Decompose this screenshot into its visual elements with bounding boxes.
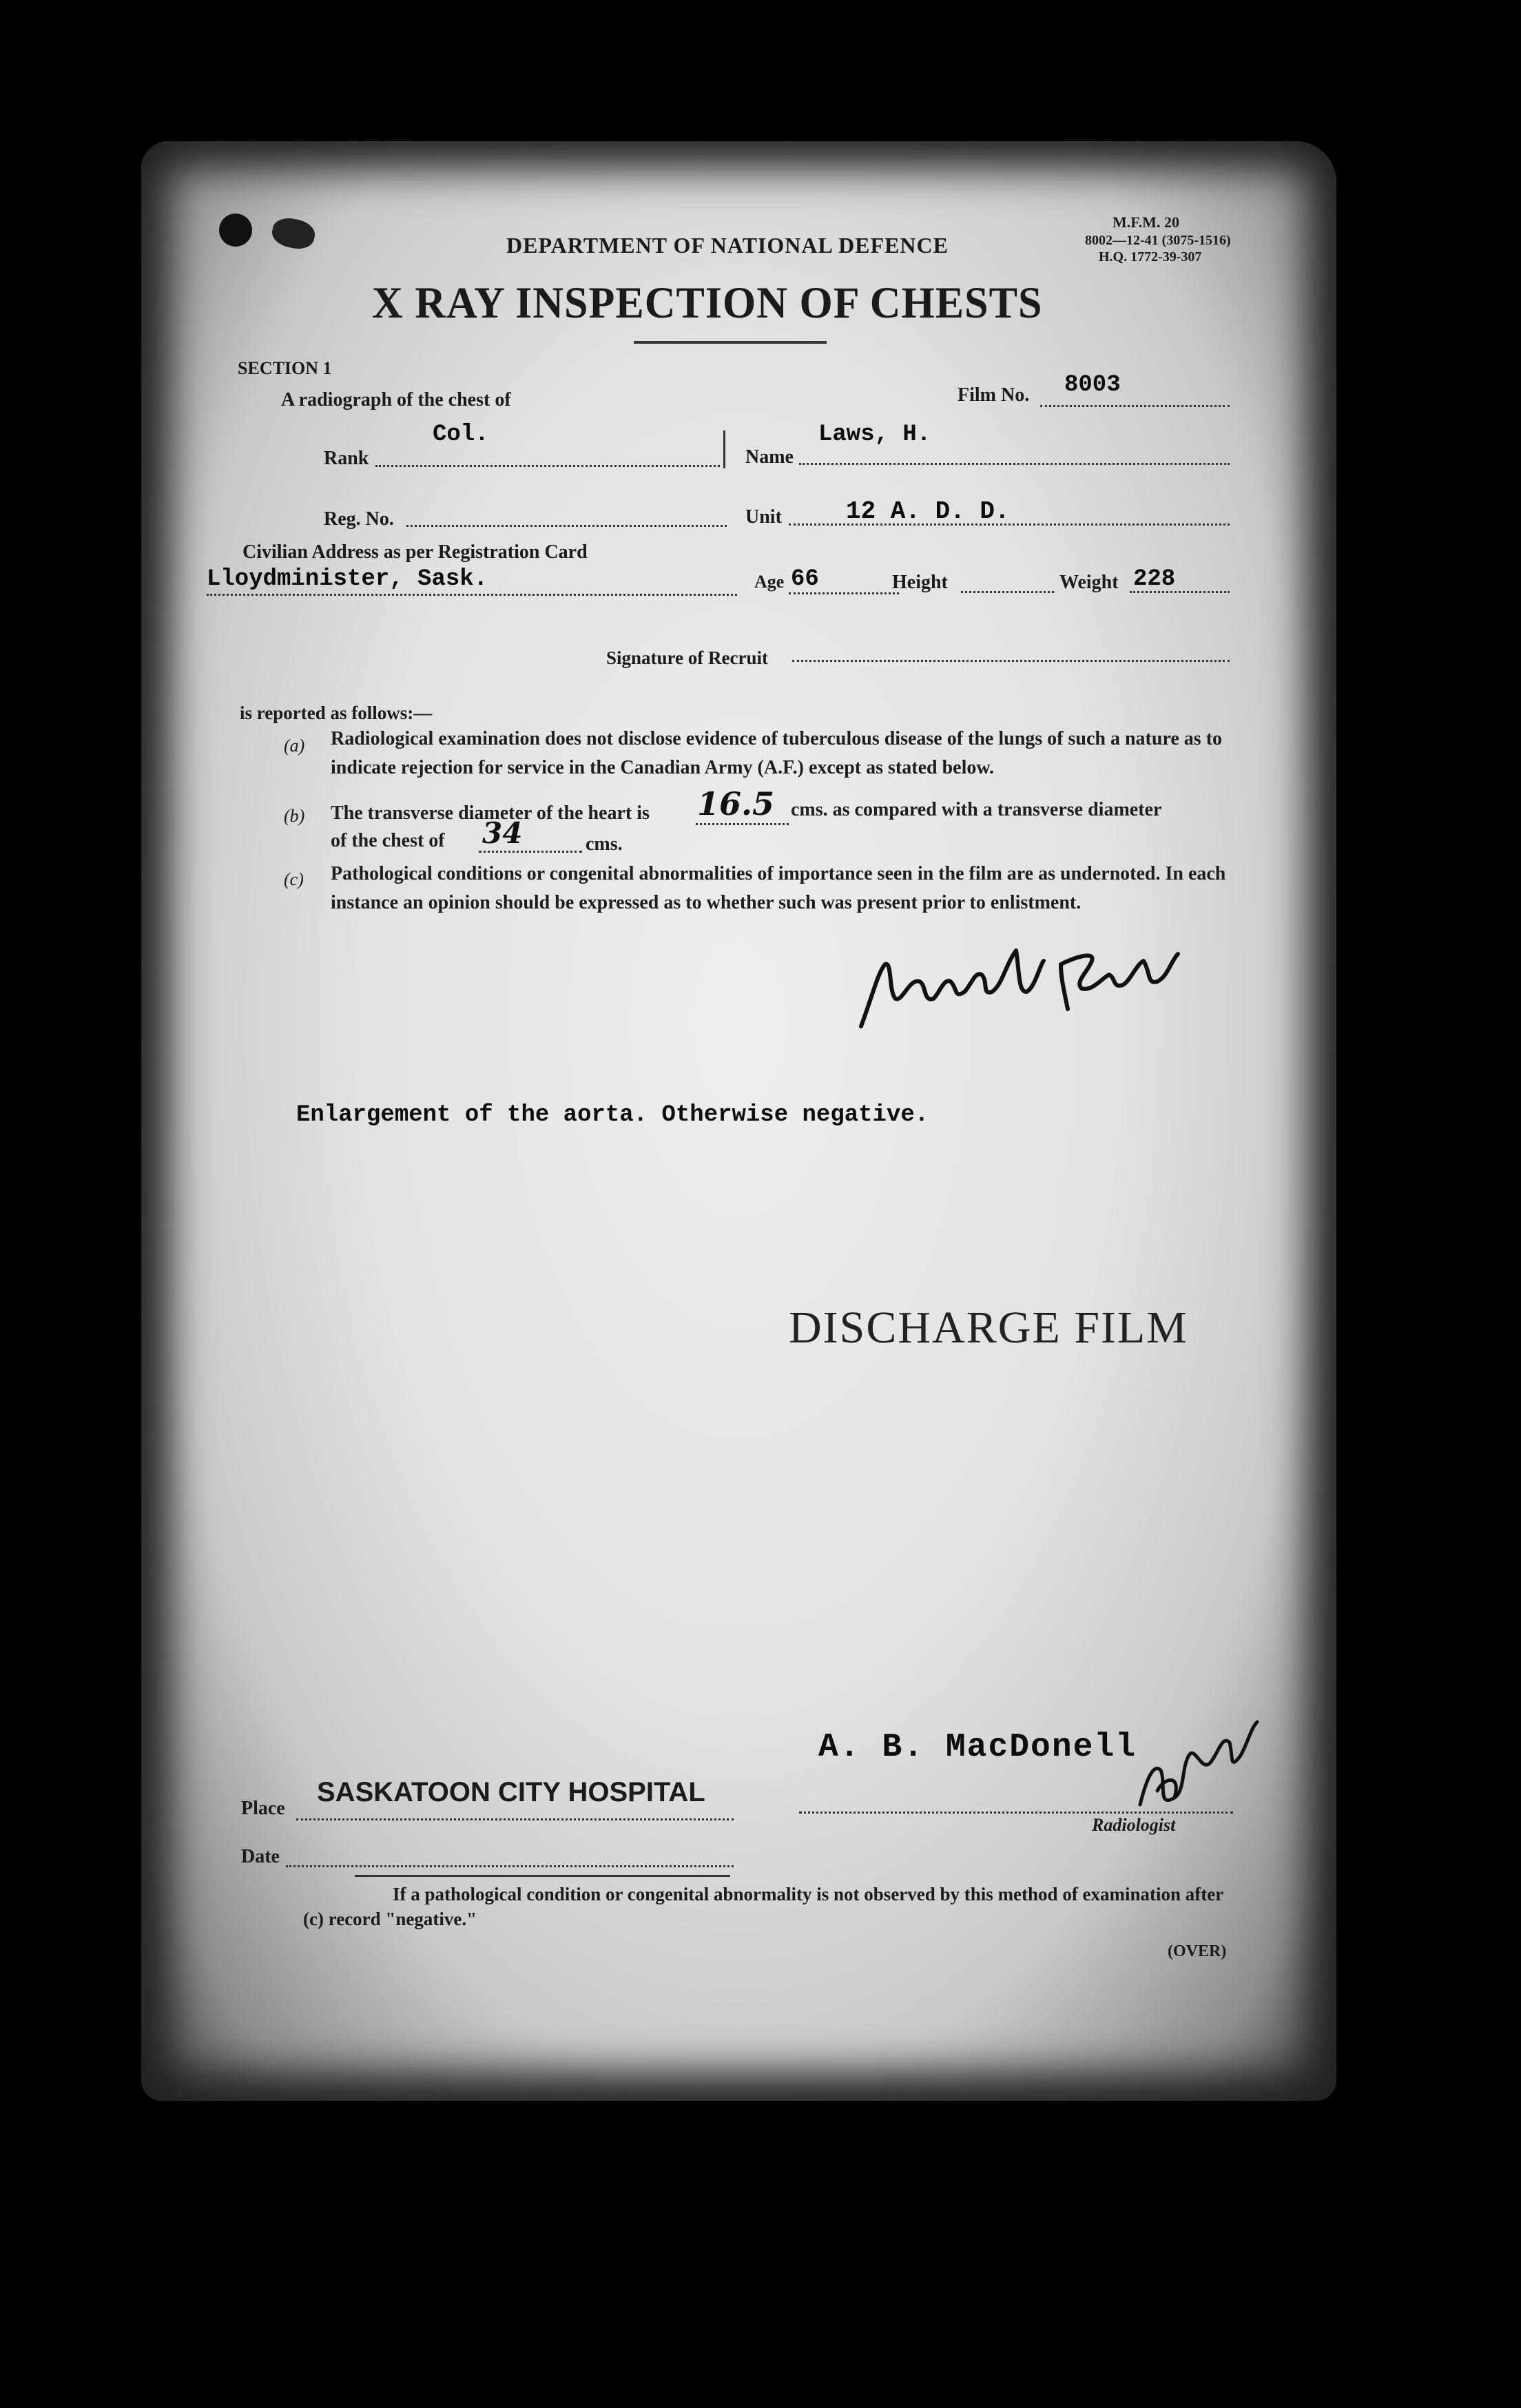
address-label: Civilian Address as per Registration Card [242, 541, 588, 563]
form-code-line-1: M.F.M. 20 [1113, 214, 1179, 231]
rank-name-divider [723, 430, 725, 468]
reg-no-label: Reg. No. [324, 508, 394, 530]
item-b-letter: (b) [284, 806, 305, 826]
height-line [961, 591, 1054, 593]
rank-line [375, 465, 720, 467]
weight-value: 228 [1133, 566, 1176, 592]
heart-diameter-value: 16.5 [697, 785, 775, 822]
item-b-text-4: cms. [586, 833, 623, 855]
finding-text: Enlargement of the aorta. Otherwise negative. [296, 1102, 929, 1128]
department-heading: DEPARTMENT OF NATIONAL DEFENCE [506, 233, 949, 258]
date-line [286, 1865, 734, 1867]
date-label: Date [241, 1846, 280, 1867]
signature-of-recruit-label: Signature of Recruit [606, 647, 768, 668]
age-line [789, 592, 899, 594]
weight-label: Weight [1059, 572, 1119, 593]
unit-label: Unit [745, 506, 782, 528]
weight-line [1130, 591, 1230, 593]
item-b-text-2: cms. as compared with a transverse diameter [791, 799, 1162, 820]
punch-hole [219, 214, 252, 247]
form-code-line-3: H.Q. 1772-39-307 [1099, 249, 1202, 264]
place-value: SASKATOON CITY HOSPITAL [317, 1777, 705, 1807]
chest-diameter-line [479, 851, 582, 853]
film-no-line [1040, 405, 1230, 407]
item-a-letter: (a) [284, 736, 305, 756]
chest-diameter-value: 34 [482, 816, 523, 850]
height-label: Height [892, 572, 948, 593]
item-a-text: Radiological examination does not disclose evidence of tuberculous disease of the lungs of such a nature as to indicate rejection for service in the Canadian Army (A.F.) except as stated below. [331, 728, 1223, 778]
item-b-text-3: of the chest of [331, 830, 445, 851]
signature-of-recruit-line [792, 660, 1230, 662]
date-underline [355, 1875, 730, 1877]
handwritten-signature [854, 923, 1185, 1047]
discharge-film-stamp: DISCHARGE FILM [789, 1302, 1188, 1353]
place-label: Place [241, 1798, 285, 1819]
radiograph-label: A radiograph of the chest of [281, 389, 511, 411]
form-title: X RAY INSPECTION OF CHESTS [372, 278, 1043, 328]
rank-value: Col. [433, 422, 489, 448]
address-line [207, 594, 737, 596]
report-intro: is reported as follows:— [240, 703, 433, 723]
item-c-letter: (c) [284, 869, 304, 889]
name-label: Name [745, 446, 794, 468]
item-b-text-1: The transverse diameter of the heart is [331, 802, 650, 824]
reg-no-line [406, 525, 727, 527]
rank-label: Rank [324, 448, 369, 469]
film-no-label: Film No. [958, 384, 1030, 406]
age-label: Age [754, 572, 785, 592]
section-label: SECTION 1 [238, 358, 332, 378]
form-code-line-2: 8002—12-41 (3075-1516) [1085, 233, 1231, 248]
item-c-text: Pathological conditions or congenital abnormalities of importance seen in the film are as undernoted. In each instance an opinion should be expressed as to whether such was present prior to enlistment. [331, 863, 1226, 913]
name-value: Laws, H. [818, 422, 931, 448]
radiologist-name: A. B. MacDonell [818, 1729, 1137, 1766]
negative-note: If a pathological condition or congenital abnormality is not observed by this method of examination after (c) record "negative." [303, 1884, 1223, 1929]
radiologist-signature-line [799, 1812, 1233, 1814]
place-line [296, 1818, 734, 1820]
over-label: (OVER) [1168, 1942, 1227, 1960]
radiologist-label: Radiologist [1092, 1815, 1176, 1835]
heart-diameter-line [696, 823, 789, 825]
film-no-value: 8003 [1064, 372, 1121, 398]
title-underline [634, 341, 827, 344]
address-value: Lloydminister, Sask. [207, 566, 488, 592]
age-value: 66 [791, 566, 819, 592]
name-line [799, 463, 1230, 465]
unit-value: 12 A. D. D. [846, 497, 1010, 526]
